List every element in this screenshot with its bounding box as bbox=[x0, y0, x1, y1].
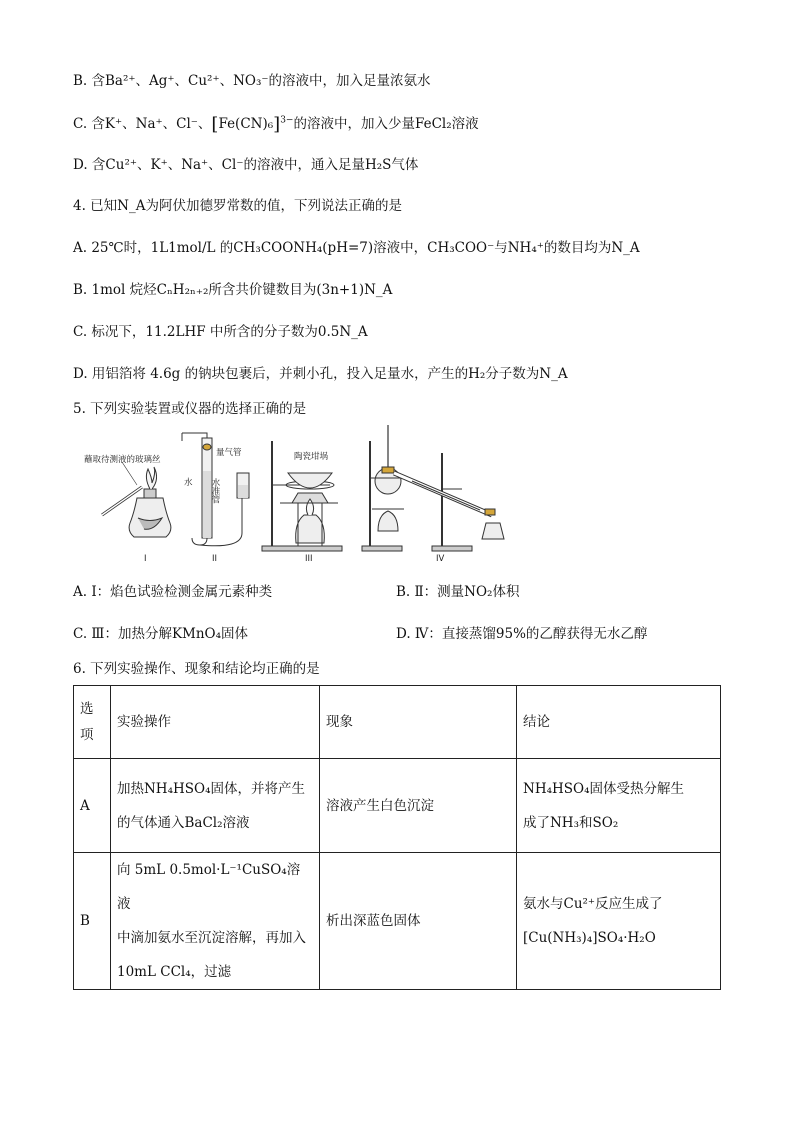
header-phenomenon: 现象 bbox=[320, 686, 517, 759]
q4-option-b: B. 1mol 烷烃CₙH₂ₙ₊₂所含共价键数目为(3n+1)N_A bbox=[73, 282, 393, 298]
row-b-conclusion: 氨水与Cu²⁺反应生成了 [Cu(NH₃)₄]SO₄·H₂O bbox=[517, 853, 721, 990]
row-a-option: A bbox=[74, 759, 111, 853]
apparatus-i bbox=[102, 462, 171, 537]
label-i: I bbox=[144, 554, 147, 564]
label-wire: 蘸取待测液的玻璃丝 bbox=[84, 455, 161, 465]
label-ii: II bbox=[212, 554, 218, 564]
q6-stem: 6. 下列实验操作、现象和结论均正确的是 bbox=[73, 661, 320, 677]
q3-option-c-complex: Fe(CN)₆ bbox=[218, 116, 274, 132]
q5-option-b: B. Ⅱ：测量NO₂体积 bbox=[396, 584, 520, 600]
row-b-operation: 向 5mL 0.5mol·L⁻¹CuSO₄溶液 中滴加氨水至沉淀溶解，再加入 10mL CCl₄，过滤 bbox=[111, 853, 320, 990]
q5-option-d: D. Ⅳ：直接蒸馏95%的乙醇获得无水乙醇 bbox=[396, 626, 648, 642]
q4-option-d: D. 用铝箔将 4.6g 的钠块包裹后，并刺小孔，投入足量水，产生的H₂分子数为N_A bbox=[73, 366, 568, 382]
row-b-phenomenon: 析出深蓝色固体 bbox=[320, 853, 517, 990]
experiment-table bbox=[73, 685, 721, 990]
row-b-option: B bbox=[74, 853, 111, 990]
q3-option-d: D. 含Cu²⁺、K⁺、Na⁺、Cl⁻的溶液中，通入足量H₂S气体 bbox=[73, 157, 419, 173]
q5-option-c: C. Ⅲ：加热分解KMnO₄固体 bbox=[73, 626, 249, 642]
q3-option-c: C. 含K⁺、Na⁺、Cl⁻、$[Fe(CN)_6]^{3-}$的溶液中，加入少量FeCl₂溶液 bbox=[73, 114, 479, 135]
label-tube: 量气管 bbox=[216, 448, 242, 458]
label-iv: IV bbox=[436, 554, 445, 564]
q4-option-a: A. 25℃时，1L1mol/L 的CH₃COONH₄(pH=7)溶液中，CH₃COO⁻与NH₄⁺的数目均为N_A bbox=[73, 240, 640, 256]
label-iii: III bbox=[305, 554, 313, 564]
q5-stem: 5. 下列实验装置或仪器的选择正确的是 bbox=[73, 401, 307, 417]
table-row bbox=[74, 759, 721, 853]
q5-option-a: A. Ⅰ：焰色试验检测金属元素种类 bbox=[73, 584, 273, 600]
q3-option-b: B. 含Ba²⁺、Ag⁺、Cu²⁺、NO₃⁻的溶液中，加入足量浓氨水 bbox=[73, 73, 431, 89]
label-water: 水 bbox=[184, 478, 193, 488]
row-a-conclusion: NH₄HSO₄固体受热分解生 成了NH₃和SO₂ bbox=[517, 759, 721, 853]
q3-option-c-pre: C. 含K⁺、Na⁺、Cl⁻、 bbox=[73, 116, 212, 132]
table-row bbox=[74, 853, 721, 990]
apparatus-iv bbox=[362, 425, 504, 551]
apparatus-figure bbox=[82, 423, 522, 571]
header-conclusion: 结论 bbox=[517, 686, 721, 759]
header-option: 选项 bbox=[74, 686, 111, 759]
q3-option-c-post: 的溶液中，加入少量FeCl₂溶液 bbox=[293, 116, 479, 132]
table-header-row bbox=[74, 686, 721, 759]
row-a-phenomenon: 溶液产生白色沉淀 bbox=[320, 759, 517, 853]
q4-stem: 4. 已知N_A为阿伏加德罗常数的值，下列说法正确的是 bbox=[73, 198, 402, 214]
label-leveling: 水准管 bbox=[210, 478, 220, 504]
q4-option-c: C. 标况下，11.2LHF 中所含的分子数为0.5N_A bbox=[73, 324, 368, 340]
row-a-operation: 加热NH₄HSO₄固体，并将产生 的气体通入BaCl₂溶液 bbox=[111, 759, 320, 853]
header-operation: 实验操作 bbox=[111, 686, 320, 759]
label-crucible: 陶瓷坩埚 bbox=[294, 452, 329, 462]
